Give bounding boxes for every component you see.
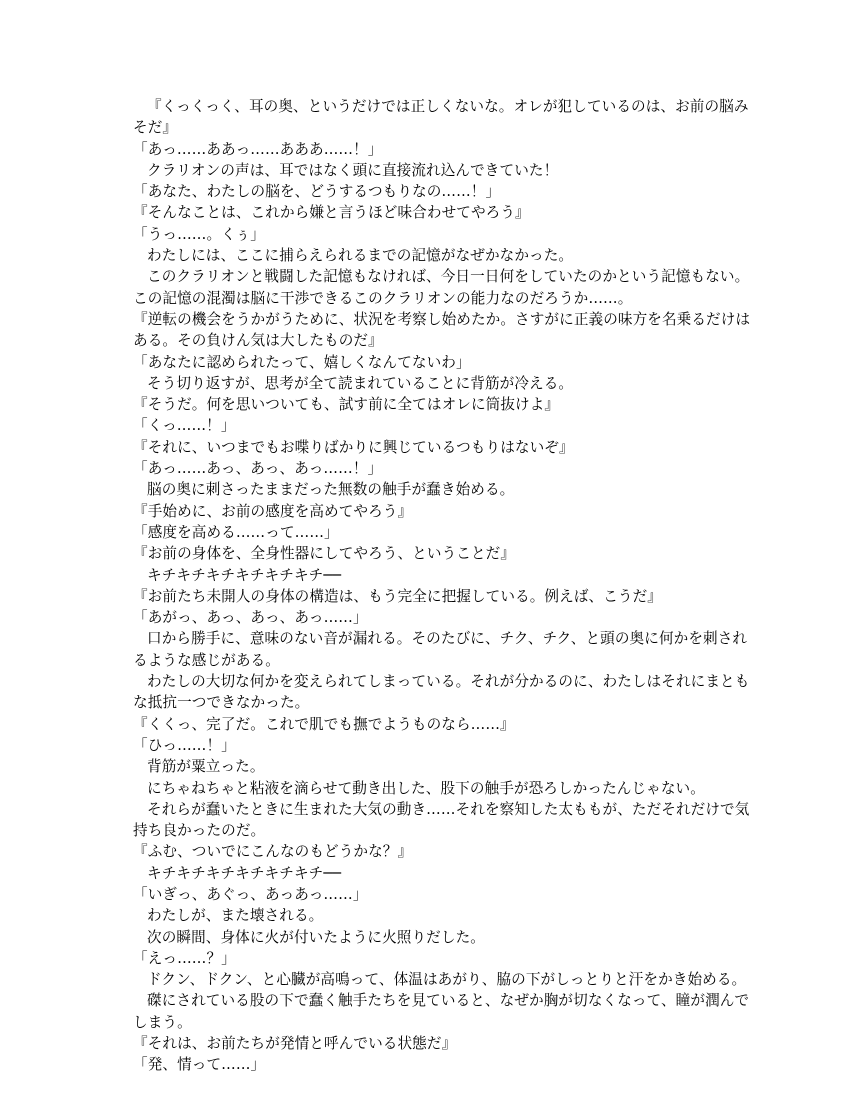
text-line: 脳の奥に刺さったままだった無数の触手が蠢き始める。	[147, 481, 515, 499]
text-line: 『お前たち未開人の身体の構造は、もう完全に把握している。例えば、こうだ』	[133, 587, 662, 605]
text-line: 『そうだ。何を思いついても、試す前に全てはオレに筒抜けよ』	[133, 396, 560, 414]
text-line: 「うっ……。くぅ」	[133, 225, 265, 243]
text-line: 『くっくっく、耳の奥、というだけでは正しくないな。オレが犯しているのは、お前の脳みそだ』	[133, 98, 749, 137]
text-line: 「あがっ、あっ、あっ、あっ……」	[133, 609, 368, 627]
text-line: 「あっ……あっ、あっ、あっ……！」	[133, 460, 383, 478]
text-line: 口から勝手に、意味のない音が漏れる。そのたびに、チク、チク、と頭の奥に何かを刺されるような感じがある。	[133, 630, 748, 669]
text-line: ドクン、ドクン、と心臓が高鳴って、体温はあがり、脇の下がしっとりと汗をかき始める。	[147, 971, 747, 989]
text-line: 『手始めに、お前の感度を高めてやろう』	[133, 502, 413, 520]
text-line: クラリオンの声は、耳ではなく頭に直接流れ込んできていた！	[147, 161, 559, 179]
text-line: わたしの大切な何かを変えられてしまっている。それが分かるのに、わたしはそれにまともな抵抗一つできなかった。	[133, 673, 750, 712]
text-line: このクラリオンと戦闘した記憶もなければ、今日一日何をしていたのかという記憶もない。この記憶の混濁は脳に干渉できるこのクラリオンの能力なのだろうか……。	[133, 268, 750, 307]
text-line: わたしには、ここに捕らえられるまでの記憶がなぜかなかった。	[147, 247, 574, 265]
text-line: 「感度を高める……って……」	[133, 523, 339, 541]
text-line: 「ひっ……！」	[133, 736, 236, 754]
text-line: にちゃねちゃと粘液を滴らせて動き出した、股下の触手が恐ろしかったんじゃない。	[147, 779, 705, 797]
text-line: 『くくっ、完了だ。これで肌でも撫でようものなら……』	[133, 715, 515, 733]
text-line: 『それは、お前たちが発情と呼んでいる状態だ』	[133, 1035, 457, 1053]
text-line: キチキチキチキチキチキチ──	[147, 864, 342, 882]
text-line: わたしが、また壊される。	[147, 907, 324, 925]
text-line: 背筋が粟立った。	[147, 758, 265, 776]
text-line: 次の瞬間、身体に火が付いたように火照りだした。	[147, 928, 485, 946]
text-line: 「あなた、わたしの脳を、どうするつもりなの……！」	[133, 183, 501, 201]
text-line: 『ふむ、ついでにこんなのもどうかな？』	[133, 843, 413, 861]
text-line: 「あっ……ああっ……あああ……！」	[133, 140, 383, 158]
text-line: それらが蠢いたときに生まれた大気の動き……それを察知した太ももが、ただそれだけで気持ち良かったのだ。	[133, 800, 750, 840]
text-line: 「発、情って……」	[133, 1056, 266, 1074]
text-line: 「いぎっ、あぐっ、あっあっ……」	[133, 885, 368, 903]
text-line: 磔にされている股の下で蠢く触手たちを見ていると、なぜか胸が切なくなって、瞳が潤んでしまう。	[133, 992, 750, 1031]
text-line: 『お前の身体を、全身性器にしてやろう、ということだ』	[133, 545, 516, 563]
text-line: そう切り返すが、思考が全て読まれていることに背筋が冷える。	[147, 374, 574, 392]
text-line: 「えっ……？」	[133, 949, 236, 967]
text-line: 『そんなことは、これから嫌と言うほど味合わせてやろう』	[133, 204, 530, 222]
text-line: 『逆転の機会をうかがうために、状況を考察し始めたか。さすがに正義の味方を名乗るだけはある。その負けん気は大したものだ』	[133, 310, 751, 350]
body-text	[133, 96, 751, 1076]
text-line: 『それに、いつまでもお喋りばかりに興じているつもりはないぞ』	[133, 438, 574, 456]
text-line: キチキチキチキチキチキチ──	[147, 566, 342, 584]
text-line: 「あなたに認められたって、嬉しくなんてないわ」	[133, 353, 471, 371]
text-line: 「くっ……！」	[133, 417, 236, 435]
